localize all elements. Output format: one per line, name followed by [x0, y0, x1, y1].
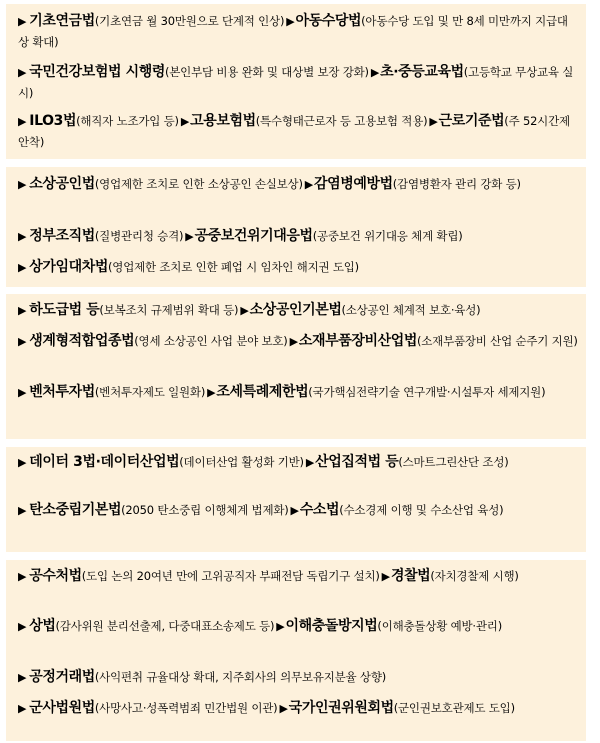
- law-name: 경찰법: [390, 568, 431, 584]
- law-name: 상법: [29, 618, 56, 634]
- law-description: (본인부담 비용 완화 및 대상별 보장 강화): [164, 65, 369, 79]
- law-name: 아동수당법: [295, 13, 362, 29]
- bullet-arrow-icon: ▶: [18, 335, 27, 348]
- law-description: (수소경제 이행 및 수소산업 육성): [339, 503, 504, 517]
- law-name: 근로기준법: [438, 113, 505, 129]
- list-item: [18, 331, 578, 352]
- bullet-arrow-icon: ▶: [18, 504, 27, 517]
- law-name: 국민건강보험법 시행령: [29, 64, 165, 80]
- law-description: (감염병환자 관리 강화 등): [392, 177, 521, 191]
- bullet-arrow-icon: ▶: [18, 620, 27, 633]
- law-description: (사익편취 규율대상 확대, 지주회사의 의무보유지분율 상향): [94, 670, 387, 684]
- law-description: (고등학교 무상교육 실시): [18, 65, 574, 100]
- law-description: (영업제한 조치로 인한 폐업 시 임차인 해지권 도입): [108, 260, 359, 274]
- bullet-arrow-icon: ▶: [18, 456, 27, 469]
- bullet-arrow-icon: ▶: [18, 230, 27, 243]
- law-description: (질병관리청 승격): [94, 229, 184, 243]
- law-name: 기초연금법: [29, 13, 95, 29]
- list-item: [18, 111, 578, 153]
- law-name: 군사법원법: [29, 700, 95, 716]
- law-description: (국가핵심전략기술 연구개발·시설투자 세제지원): [308, 385, 546, 399]
- law-name: 공중보건위기대응법: [194, 228, 313, 244]
- law-description: (소재부품장비 산업 순주기 지원): [416, 334, 578, 348]
- law-description: (주 52시간제 안착): [18, 114, 570, 149]
- law-name: 탄소중립기본법: [29, 502, 122, 518]
- bullet-arrow-icon: ▶: [18, 66, 27, 79]
- law-name: 국가인권위원회법: [288, 700, 394, 716]
- bullet-arrow-icon: ▶: [18, 115, 27, 128]
- law-name: 조세특례제한법: [216, 384, 309, 400]
- separator-arrow-icon: ▶: [207, 386, 216, 399]
- law-name: 이해충돌방지법: [285, 618, 378, 634]
- separator-arrow-icon: ▶: [240, 304, 249, 317]
- separator-arrow-icon: ▶: [180, 115, 190, 128]
- law-description: (군인권보호관제도 도입): [393, 701, 515, 715]
- law-name: 공수처법: [29, 568, 82, 584]
- law-name: 공정거래법: [29, 669, 95, 685]
- separator-arrow-icon: ▶: [370, 66, 380, 79]
- section-reform: [6, 560, 586, 741]
- list-item: [18, 500, 578, 521]
- separator-arrow-icon: ▶: [429, 115, 438, 128]
- section-welfare: [6, 4, 586, 159]
- law-name: 초·중등교육법: [380, 64, 464, 80]
- bullet-arrow-icon: ▶: [18, 178, 27, 191]
- list-item: [18, 566, 578, 587]
- list-item: [18, 62, 578, 104]
- list-item: [18, 616, 578, 637]
- law-description: (공중보건 위기대응 체계 확립): [312, 229, 463, 243]
- law-name: 정부조직법: [29, 228, 95, 244]
- law-name: 소상공인법: [29, 176, 95, 192]
- bullet-arrow-icon: ▶: [18, 702, 27, 715]
- section-smb: [6, 294, 586, 439]
- law-name: 벤처투자법: [29, 384, 95, 400]
- law-description: (영세 소상공인 사업 분야 보호): [134, 334, 288, 348]
- separator-arrow-icon: ▶: [276, 620, 285, 633]
- law-name: 산업집적법 등: [315, 454, 399, 470]
- list-item: [18, 11, 578, 53]
- law-description: (스마트그린산단 조성): [398, 455, 509, 469]
- law-description: (영업제한 조치로 인한 소상공인 손실보상): [94, 177, 303, 191]
- law-name: 데이터 3법·데이터산업법: [29, 454, 180, 470]
- list-item: [18, 300, 578, 321]
- law-name: 고용보험법: [190, 113, 256, 129]
- law-name: 감염병예방법: [314, 176, 393, 192]
- bullet-arrow-icon: ▶: [18, 570, 27, 583]
- law-description: (소상공인 체계적 보호·육성): [341, 303, 481, 317]
- law-name: 하도급법 등: [29, 302, 100, 318]
- bullet-arrow-icon: ▶: [18, 671, 27, 684]
- bullet-arrow-icon: ▶: [18, 386, 27, 399]
- law-description: (해직자 노조가입 등): [76, 114, 179, 128]
- list-item: [18, 452, 578, 473]
- section-covid: [6, 167, 586, 287]
- separator-arrow-icon: ▶: [305, 456, 315, 469]
- law-description: (보복조치 규제범위 확대 등): [99, 303, 239, 317]
- law-description: (감사위원 분리선출제, 다중대표소송제도 등): [55, 619, 275, 633]
- separator-arrow-icon: ▶: [279, 702, 288, 715]
- list-item: [18, 174, 578, 195]
- law-description: (기초연금 월 30만원으로 단계적 인상): [94, 14, 285, 28]
- separator-arrow-icon: ▶: [286, 15, 295, 28]
- law-description: (자치경찰제 시행): [430, 569, 519, 583]
- separator-arrow-icon: ▶: [381, 570, 390, 583]
- bullet-arrow-icon: ▶: [18, 15, 27, 28]
- list-item: [18, 667, 578, 688]
- list-item: [18, 382, 578, 403]
- law-description: (특수형태근로자 등 고용보험 적용): [255, 114, 428, 128]
- list-item: [18, 226, 578, 247]
- law-name: 수소법: [299, 502, 340, 518]
- law-name: 소재부품장비산업법: [298, 333, 417, 349]
- law-description: (도입 논의 20여년 만에 고위공직자 부패전담 독립기구 설치): [81, 569, 380, 583]
- law-description: (이해충돌상황 예방·관리): [377, 619, 502, 633]
- section-industry: [6, 447, 586, 552]
- law-name: 상가임대차법: [29, 259, 109, 275]
- separator-arrow-icon: ▶: [304, 178, 314, 191]
- law-description: (2050 탄소중립 이행체계 법제화): [121, 503, 289, 517]
- law-name: ILO3법: [29, 113, 77, 129]
- separator-arrow-icon: ▶: [185, 230, 194, 243]
- separator-arrow-icon: ▶: [290, 504, 299, 517]
- law-description: (아동수당 도입 및 만 8세 미만까지 지급대상 확대): [18, 14, 568, 49]
- separator-arrow-icon: ▶: [289, 335, 298, 348]
- law-description: (사망사고·성폭력범죄 민간법원 이관): [94, 701, 278, 715]
- law-description: (데이터산업 활성화 기반): [179, 455, 304, 469]
- bullet-arrow-icon: ▶: [18, 261, 27, 274]
- law-name: 생계형적합업종법: [29, 333, 135, 349]
- bullet-arrow-icon: ▶: [18, 304, 27, 317]
- list-item: [18, 698, 578, 719]
- law-name: 소상공인기본법: [249, 302, 342, 318]
- list-item: [18, 257, 578, 278]
- law-description: (벤처투자제도 일원화): [94, 385, 206, 399]
